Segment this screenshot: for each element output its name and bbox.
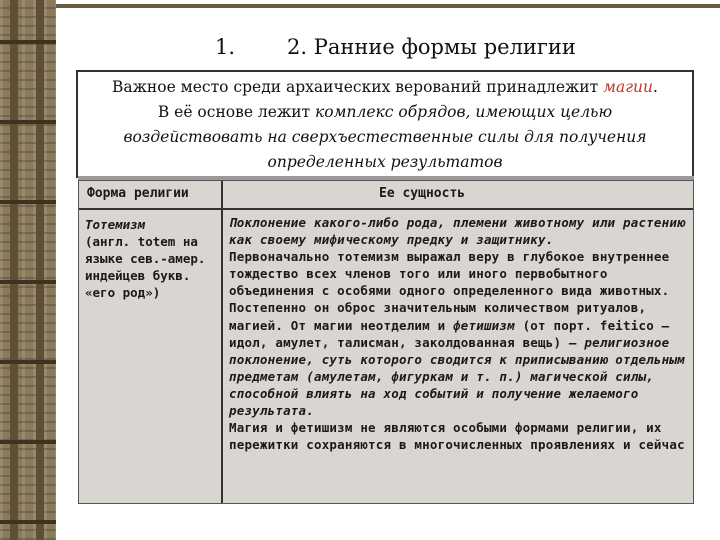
intro-line-1: Важное место среди архаических верований принадлежит магии. — [112, 78, 658, 96]
term-fetishism: фетишизм — [453, 317, 515, 333]
essence-p3: Магия и фетишизм не являются особыми формами религии, их пережитки сохраняются в многочисленных проявлениях и сейчас — [229, 420, 685, 453]
form-description: (англ. totem на языке сев.-амер. индейцев букв. «его род») — [85, 234, 206, 300]
intro-line-2: В её основе лежит комплекс обрядов, имеющих целью — [157, 103, 613, 121]
table-column-divider — [221, 181, 223, 503]
slide-title — [140, 35, 620, 75]
intro-box — [76, 70, 694, 178]
slide-title-text: 2. Ранние формы религии — [287, 35, 576, 59]
decorative-top-line — [56, 4, 720, 8]
slide-number: 1. — [215, 35, 236, 59]
highlight-magic: магии — [603, 78, 654, 96]
essence-p1: Поклонение какого-либо рода, племени животному или растению как своему мифическому предку и защитнику. — [229, 215, 685, 248]
intro-line-4: определенных результатов — [267, 153, 503, 171]
essence-cell — [229, 214, 689, 453]
religion-forms-table — [78, 180, 694, 504]
decorative-left-border — [0, 0, 56, 540]
header-essence: Ее сущность — [379, 186, 466, 201]
form-cell — [85, 216, 219, 301]
intro-line-3: воздействовать на сверхъестественные силы для получения — [123, 128, 647, 146]
form-term: Тотемизм — [85, 217, 146, 232]
header-form: Форма религии — [87, 186, 189, 201]
essence-p2: Первоначально тотемизм выражал веру в глубокое внутреннее тождество всех членов того или иного первобытного объединения с особями одного определенного вида животных. Постепенно он оброс значительным количеством ритуалов, магией. От магии неотделим и фетишизм (от порт. feitico — идол, амулет, талисман, заколдованная вещь) — религиозное поклонение, суть которого сводится к приписыванию отдельным предметам (амулетам, фигуркам и т. п.) магической силы, способной влиять на ход событий и получение желаемого результата. — [229, 249, 685, 419]
